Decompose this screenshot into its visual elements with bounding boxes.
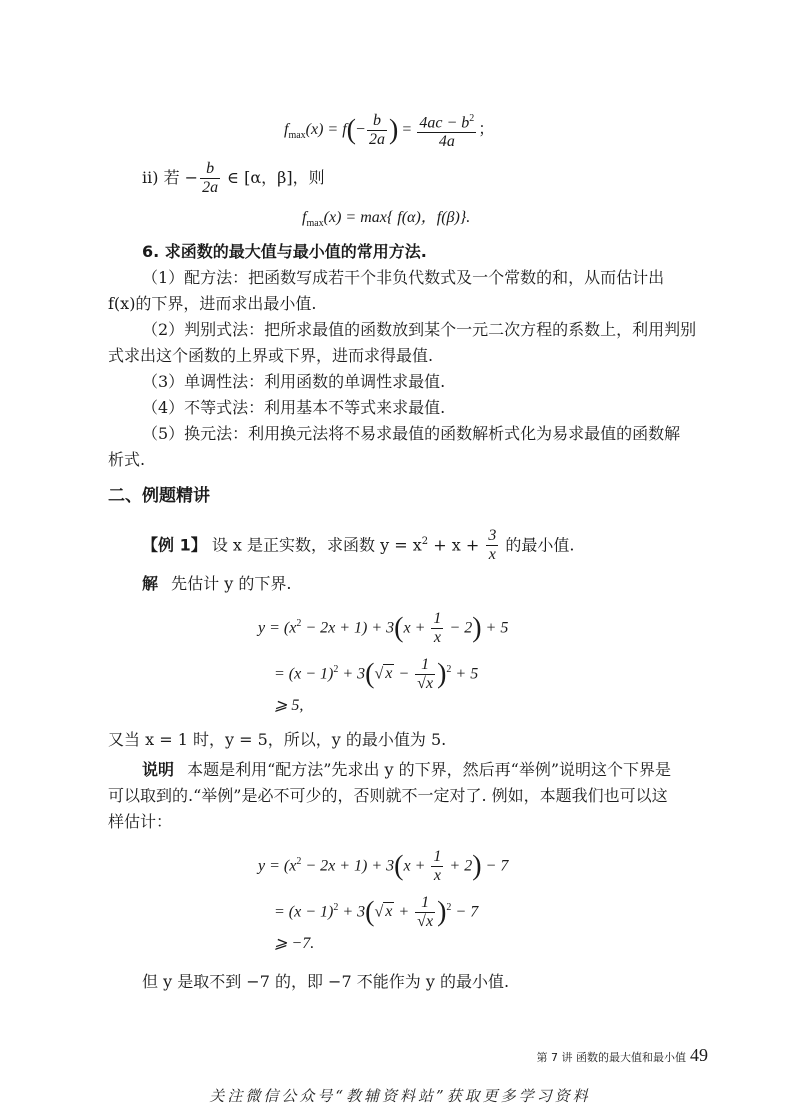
solution-tag: 解 [142,574,159,593]
fraction-1-sqrtx [415,656,435,693]
method-5-line1: （5）换元法：利用换元法将不易求最值的函数解析式化为易求最值的函数解 [142,424,681,443]
minus-sign: − [356,121,366,138]
fraction-denominator: 2a [202,179,219,196]
fraction-b-2a [367,112,387,149]
equals-sign: = [398,121,416,138]
derivation-2-line-2: = $(x - 1)^2 + 3(√$ x + $\frac{1}{√x}$ )$^2$ − 7 [274,894,479,931]
expr: y = (x [258,619,297,637]
derivation-1-line-1: $y = (x^2 - 2x + 1) + 3(x$ + $\frac{1}{x}$ − 2) + 5 [258,610,509,647]
fraction-denominator: 2a [369,130,386,148]
semicolon: ； [478,121,495,138]
fraction-numerator: 3 [488,527,497,545]
fraction-3-x [486,527,498,564]
exponent: 2 [446,664,452,675]
method-4: （4）不等式法：利用基本不等式来求最值. [142,398,446,417]
example-text: + x + [428,535,485,555]
expr: − 7 [451,903,479,921]
example-text: 设 x 是正实数，求函数 y = x [211,535,422,555]
f-symbol: f [284,121,289,138]
case-ii [142,158,325,198]
conclusion-1: 又当 x = 1 时，y = 5，所以，y 的最小值为 5. [108,730,447,749]
exponent: 2 [469,112,475,124]
exponent: 2 [333,664,339,675]
expr: − 7 [481,857,509,875]
page-footer [537,1045,709,1066]
solution-text: 先估计 y 的下界. [171,574,292,593]
fraction-denominator: √x [417,675,434,693]
example-1 [142,520,575,567]
fraction-4ac [417,110,476,151]
method-1-line1: （1）配方法：把函数写成若干个非负代数式及一个常数的和，从而估计出 [142,268,665,287]
derivation-1-line-3: ⩾ 5, [274,697,304,714]
fraction-numerator: b [206,160,215,177]
formula-fmax-vertex: $f_{max}(x) = f(-$ $\frac{b}{2a}$ ) = $\frac{4ac - b^2}{4a}$ ； [284,108,494,158]
remark-line-3: 样估计： [108,812,173,831]
fraction-denominator: 4a [417,132,476,151]
sqrt-sign: √ [374,665,384,683]
sqrt-radicand: x [385,665,393,683]
expr: − 2 [445,619,473,637]
fraction-1-x [431,848,443,885]
fraction-1-x [431,610,443,647]
exponent: 2 [446,902,452,913]
method-1-line2: f(x)的下界，进而求出最小值. [108,294,317,313]
exponent: 2 [296,856,302,867]
method-2-line1: （2）判别式法：把所求最值的函数放到某个一元二次方程的系数上，利用判别 [142,320,697,339]
sqrt-radicand: x [385,903,393,921]
watermark-text: 关注微信公众号“教辅资料站”获取更多学习资料 [209,1087,591,1105]
section-2-heading: 二、例题精讲 [108,486,210,506]
sqrt-sign: √ [374,903,384,921]
case-condition: ∈ [α，β]，则 [222,168,325,187]
expr: + 2 [445,857,473,875]
remark-line-1 [142,758,671,782]
example-tag: 【例 1】 [142,535,207,555]
max-subscript: max [288,130,306,142]
expr: = (x − 1) [274,903,334,921]
case-label: ii) 若 − [142,168,199,187]
remark-line-2: 可以取到的.“举例”是必不可少的，否则就不一定对了. 例如，本题我们也可以这 [108,786,668,805]
fraction-denominator: x [486,545,498,564]
conclusion-2: 但 y 是取不到 −7 的，即 −7 不能作为 y 的最小值. [142,972,510,991]
derivation-2-line-3: ⩾ −7. [274,935,315,952]
fraction-numerator: 1 [421,894,430,912]
expr: + [394,903,414,921]
expr: x + [403,857,430,875]
expr: y = (x [258,857,297,875]
expr: + 3 [338,665,366,683]
expr: + 3 [338,903,366,921]
fraction-denominator: x [431,866,443,885]
formula-text: (x) = f [305,121,347,138]
fraction-numerator: 1 [433,848,442,866]
expr: − [394,665,414,683]
max-subscript: max [306,218,324,230]
fraction-1-sqrtx [415,894,435,931]
fraction-denominator: x [431,628,443,647]
remark-tag: 说明 [142,760,175,779]
method-2-line2: 式求出这个函数的上界或下界，进而求得最值. [108,346,434,365]
solution-intro [142,572,291,596]
fraction-numerator: 1 [433,610,442,628]
fraction-denominator: √x [417,913,434,931]
derivation-2-line-1: $y = (x^2 - 2x + 1) + 3(x$ + $\frac{1}{x}$ + 2) − 7 [258,848,509,885]
chapter-title: 第 7 讲 函数的最大值和最小值 [536,1051,686,1064]
fraction-numerator: 4ac − b [419,113,470,131]
remark-text: 本题是利用“配方法”先求出 y 的下界，然后再“举例”说明这个下界是 [187,760,672,779]
expr: = (x − 1) [274,665,334,683]
exponent: 2 [421,536,429,547]
expr: x + [403,619,430,637]
fraction-b-2a [200,160,220,197]
section-6-heading: 6. 求函数的最大值与最小值的常用方法. [142,242,427,261]
formula-text: (x) = max{ f(α)，f(β)}. [323,209,471,226]
method-3: （3）单调性法：利用函数的单调性求最值. [142,372,446,391]
fraction-numerator: 1 [421,656,430,674]
f-symbol: f [302,209,307,226]
formula-fmax-endpoints [302,206,470,236]
expr: + 5 [451,665,479,683]
fraction-numerator: b [373,111,382,129]
expr: − 2x + 1) + 3 [301,857,395,875]
method-5-line2: 析式. [108,450,146,469]
derivation-1-line-2: = $(x - 1)^2 + 3(√$ x − $\frac{1}{√x}$ )$^2$ + 5 [274,656,479,693]
expr: − 2x + 1) + 3 [301,619,395,637]
exponent: 2 [296,618,302,629]
example-text: 的最小值. [500,535,575,555]
expr: + 5 [481,619,509,637]
page-number: 49 [690,1045,708,1065]
exponent: 2 [333,902,339,913]
